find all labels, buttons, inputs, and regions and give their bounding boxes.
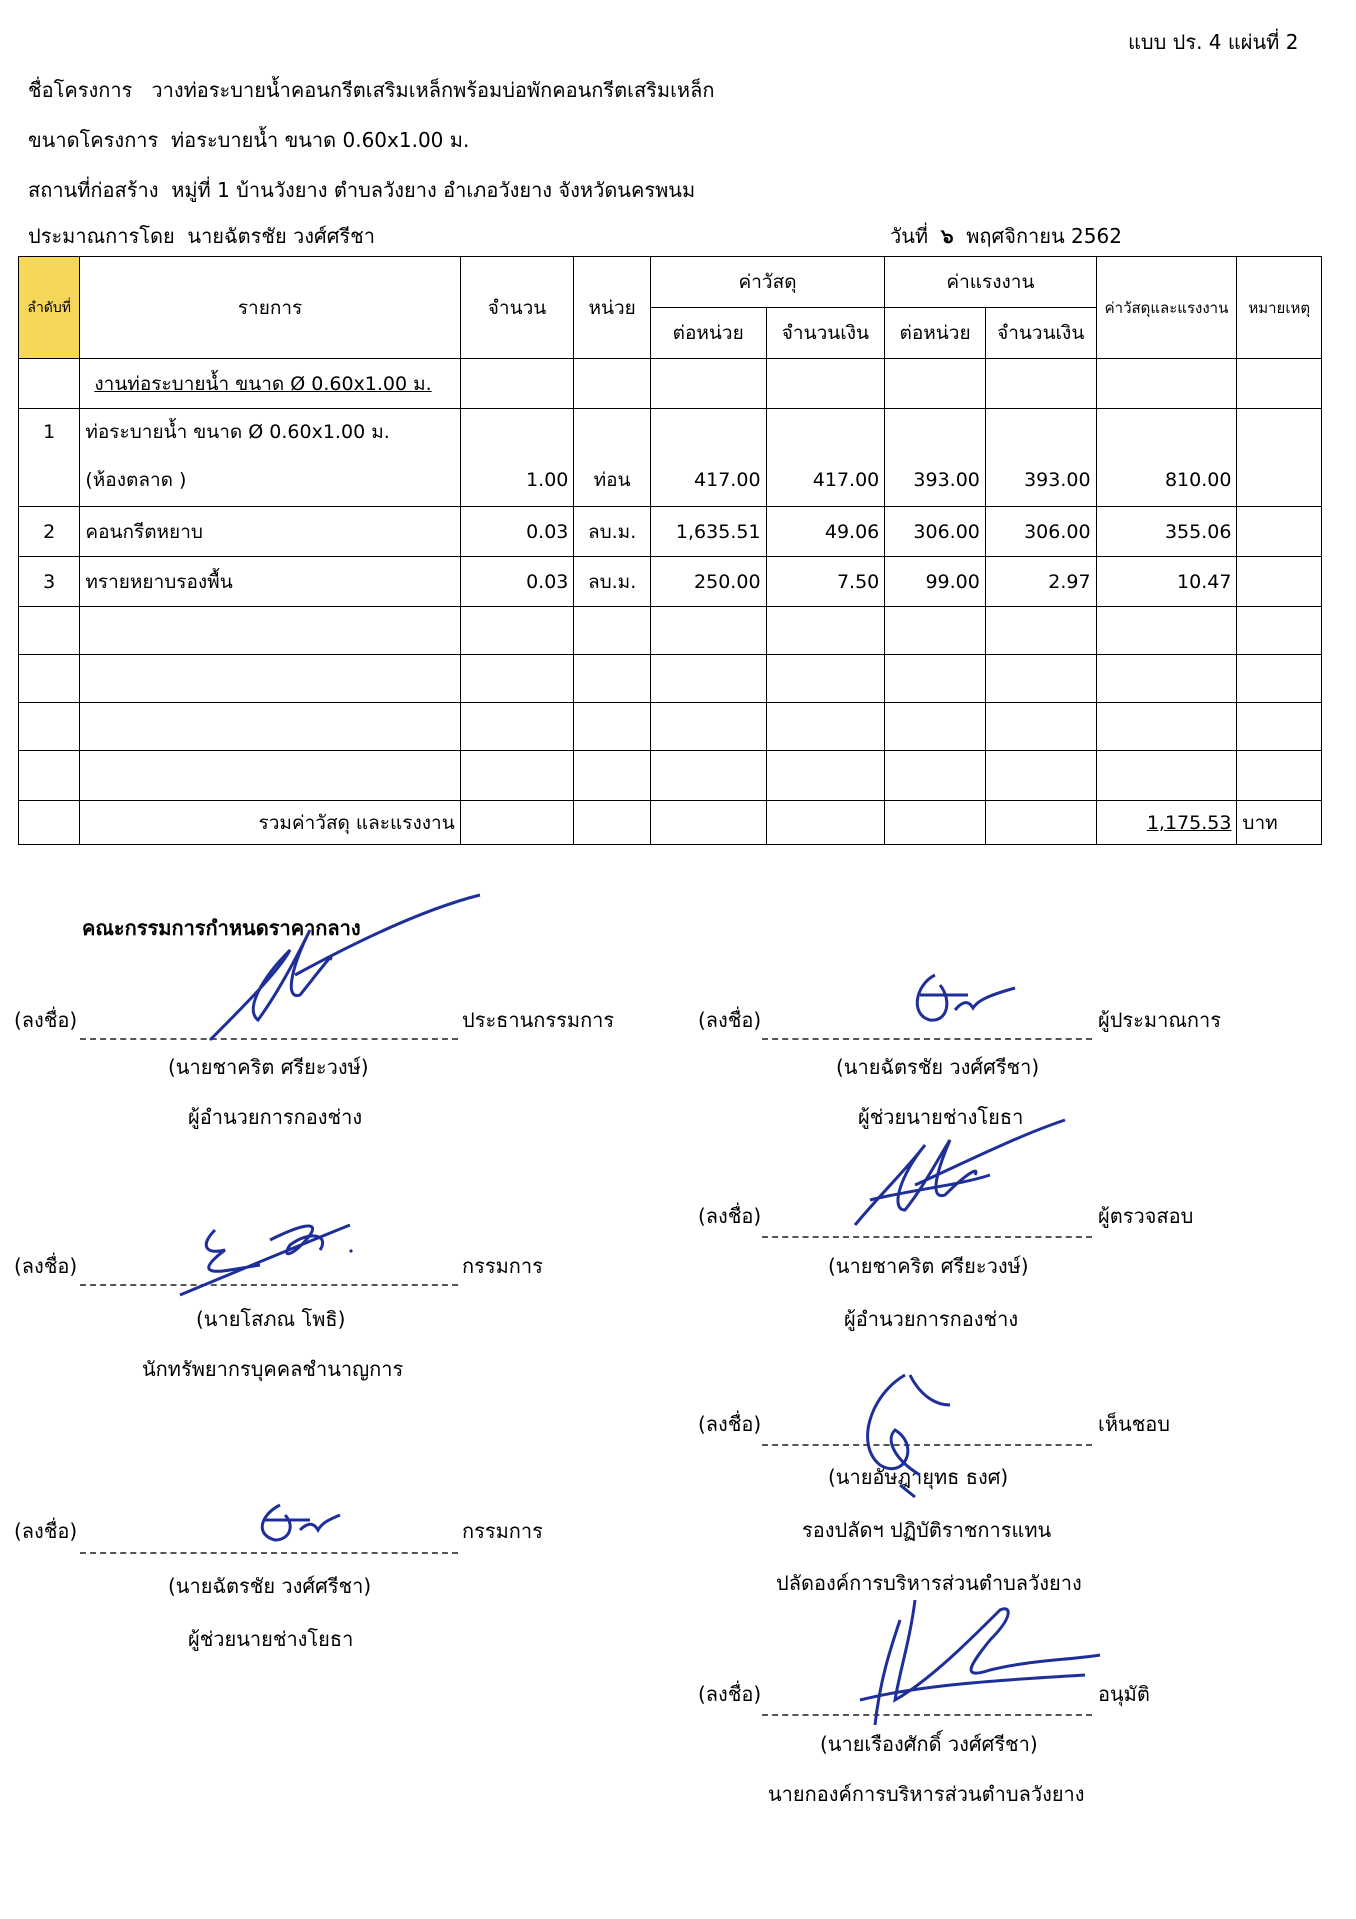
row-qty: 0.03 (460, 507, 574, 557)
bill-of-quantities-table (18, 256, 1322, 845)
row-lab-unit: 393.00 (885, 455, 986, 507)
row-mat-amount: 7.50 (766, 557, 885, 607)
signature-role: ผู้ประมาณการ (1098, 1008, 1221, 1032)
estimator-label: ประมาณการโดย (28, 224, 175, 248)
total-label: รวมค่าวัสดุ และแรงงาน (80, 801, 460, 845)
location-label: สถานที่ก่อสร้าง (28, 178, 159, 202)
row-lab-amount: 393.00 (985, 455, 1096, 507)
row-lab-amount (985, 409, 1096, 455)
row-mat-amount: 49.06 (766, 507, 885, 557)
signature-4-image (890, 970, 1020, 1040)
signature-role: กรรมการ (462, 1519, 543, 1543)
signer-name: (นายอัษฎายุทธ ธงศ) (828, 1465, 1009, 1489)
signature-role: กรรมการ (462, 1254, 543, 1278)
signature-line (762, 1236, 1092, 1238)
row-mat-unit: 1,635.51 (650, 507, 766, 557)
col-header-total: ค่าวัสดุและแรงงาน (1096, 257, 1237, 359)
row-lab-unit: 306.00 (885, 507, 986, 557)
location-value: หมู่ที่ 1 บ้านวังยาง ตำบลวังยาง อำเภอวังยาง จังหวัดนครพนม (171, 178, 696, 202)
row-unit: ลบ.ม. (574, 557, 650, 607)
row-item: ทรายหยาบรองพื้น (80, 557, 460, 607)
row-lab-amount: 2.97 (985, 557, 1096, 607)
date-month-year: พฤศจิกายน 2562 (966, 224, 1122, 248)
signature-role: เห็นชอบ (1098, 1412, 1170, 1436)
signer-name: (นายเรืองศักดิ์ วงศ์ศรีชา) (820, 1732, 1038, 1756)
row-total: 355.06 (1096, 507, 1237, 557)
signer-position: นักทรัพยากรบุคคลชำนาญการ (142, 1357, 404, 1381)
sign-prefix: (ลงชื่อ) (14, 1254, 78, 1278)
row-unit: ท่อน (574, 455, 650, 507)
project-size-line (28, 124, 469, 156)
signature-3-image (240, 1495, 350, 1555)
col-header-no: ลำดับที่ (19, 257, 80, 359)
section-row (19, 359, 1322, 409)
sign-prefix: (ลงชื่อ) (14, 1008, 78, 1032)
col-header-material-per-unit: ต่อหน่วย (650, 308, 766, 359)
row-lab-amount: 306.00 (985, 507, 1096, 557)
total-row (19, 801, 1322, 845)
signer-name: (นายโสภณ โพธิ) (196, 1307, 346, 1331)
row-qty: 0.03 (460, 557, 574, 607)
row-unit: ลบ.ม. (574, 507, 650, 557)
section-title: งานท่อระบายน้ำ ขนาด Ø 0.60x1.00 ม. (80, 359, 460, 409)
row-total (1096, 409, 1237, 455)
estimator-value: นายฉัตรชัย วงศ์ศรีชา (187, 224, 375, 248)
row-qty (460, 409, 574, 455)
row-unit (574, 409, 650, 455)
signer-name: (นายฉัตรชัย วงศ์ศรีชา) (168, 1574, 372, 1598)
signer-name: (นายชาคริต ศรียะวงษ์) (828, 1254, 1029, 1278)
row-mat-unit: 250.00 (650, 557, 766, 607)
empty-row (19, 655, 1322, 703)
row-lab-unit: 99.00 (885, 557, 986, 607)
table-row (19, 409, 1322, 455)
col-header-qty: จำนวน (460, 257, 574, 359)
row-no: 2 (19, 507, 80, 557)
col-header-remark: หมายเหตุ (1237, 257, 1322, 359)
signer-name: (นายชาคริต ศรียะวงษ์) (168, 1055, 369, 1079)
size-label: ขนาดโครงการ (28, 128, 159, 152)
empty-row (19, 703, 1322, 751)
signature-1-image (200, 890, 490, 1050)
header-row-1 (19, 257, 1322, 308)
form-reference: แบบ ปร. 4 แผ่นที่ 2 (1128, 30, 1299, 54)
sign-prefix: (ลงชื่อ) (698, 1682, 762, 1706)
row-total: 10.47 (1096, 557, 1237, 607)
row-qty: 1.00 (460, 455, 574, 507)
table-row (19, 557, 1322, 607)
row-no (19, 455, 80, 507)
signature-role: ประธานกรรมการ (462, 1008, 615, 1032)
row-lab-unit (885, 409, 986, 455)
location-line (28, 174, 695, 206)
signer-position: นายกองค์การบริหารส่วนตำบลวังยาง (768, 1782, 1085, 1806)
currency: บาท (1237, 801, 1322, 845)
date-label: วันที่ (890, 224, 929, 248)
signer-position: ผู้อำนวยการกองช่าง (188, 1105, 363, 1129)
signature-role: ผู้ตรวจสอบ (1098, 1204, 1194, 1228)
signer-position: รองปลัดฯ ปฏิบัติราชการแทน (802, 1518, 1052, 1542)
project-label: ชื่อโครงการ (28, 78, 133, 102)
project-name-line (28, 74, 714, 106)
signer-position: ผู้อำนวยการกองช่าง (844, 1307, 1019, 1331)
row-no: 1 (19, 409, 80, 455)
signature-2-image (180, 1210, 390, 1300)
table-row (19, 455, 1322, 507)
signer-position: ผู้ช่วยนายช่างโยธา (858, 1105, 1024, 1129)
row-mat-unit: 417.00 (650, 455, 766, 507)
date-day: ๖ (940, 224, 954, 248)
project-value: วางท่อระบายน้ำคอนกรีตเสริมเหล็กพร้อมบ่อพักคอนกรีตเสริมเหล็ก (151, 78, 715, 102)
row-no: 3 (19, 557, 80, 607)
sign-prefix: (ลงชื่อ) (698, 1412, 762, 1436)
signature-7-image (840, 1560, 1120, 1730)
table-row (19, 507, 1322, 557)
signer-name: (นายฉัตรชัย วงศ์ศรีชา) (836, 1055, 1040, 1079)
col-header-labor-per-unit: ต่อหน่วย (885, 308, 986, 359)
row-item: คอนกรีตหยาบ (80, 507, 460, 557)
sign-prefix: (ลงชื่อ) (14, 1519, 78, 1543)
committee-title: คณะกรรมการกำหนดราคากลาง (82, 916, 361, 940)
sign-prefix: (ลงชื่อ) (698, 1008, 762, 1032)
row-mat-amount: 417.00 (766, 455, 885, 507)
row-total: 810.00 (1096, 455, 1237, 507)
estimator-line (28, 220, 375, 252)
col-header-labor-amount: จำนวนเงิน (985, 308, 1096, 359)
col-header-unit: หน่วย (574, 257, 650, 359)
grand-total: 1,175.53 (1096, 801, 1237, 845)
row-item: (ห้องตลาด ) (80, 455, 460, 507)
date-line (890, 220, 1122, 252)
empty-row (19, 607, 1322, 655)
col-header-material: ค่าวัสดุ (650, 257, 884, 308)
signature-6-image (850, 1365, 970, 1500)
empty-row (19, 751, 1322, 801)
col-header-item: รายการ (80, 257, 460, 359)
size-value: ท่อระบายน้ำ ขนาด 0.60x1.00 ม. (171, 128, 470, 152)
signer-position: ผู้ช่วยนายช่างโยธา (188, 1627, 354, 1651)
row-mat-unit (650, 409, 766, 455)
row-mat-amount (766, 409, 885, 455)
signature-5-image (840, 1115, 1070, 1235)
sign-prefix: (ลงชื่อ) (698, 1204, 762, 1228)
signer-position-2: ปลัดองค์การบริหารส่วนตำบลวังยาง (776, 1571, 1082, 1595)
signature-role: อนุมัติ (1098, 1682, 1150, 1706)
row-item: ท่อระบายน้ำ ขนาด Ø 0.60x1.00 ม. (80, 409, 460, 455)
col-header-material-amount: จำนวนเงิน (766, 308, 885, 359)
col-header-labor: ค่าแรงงาน (885, 257, 1096, 308)
